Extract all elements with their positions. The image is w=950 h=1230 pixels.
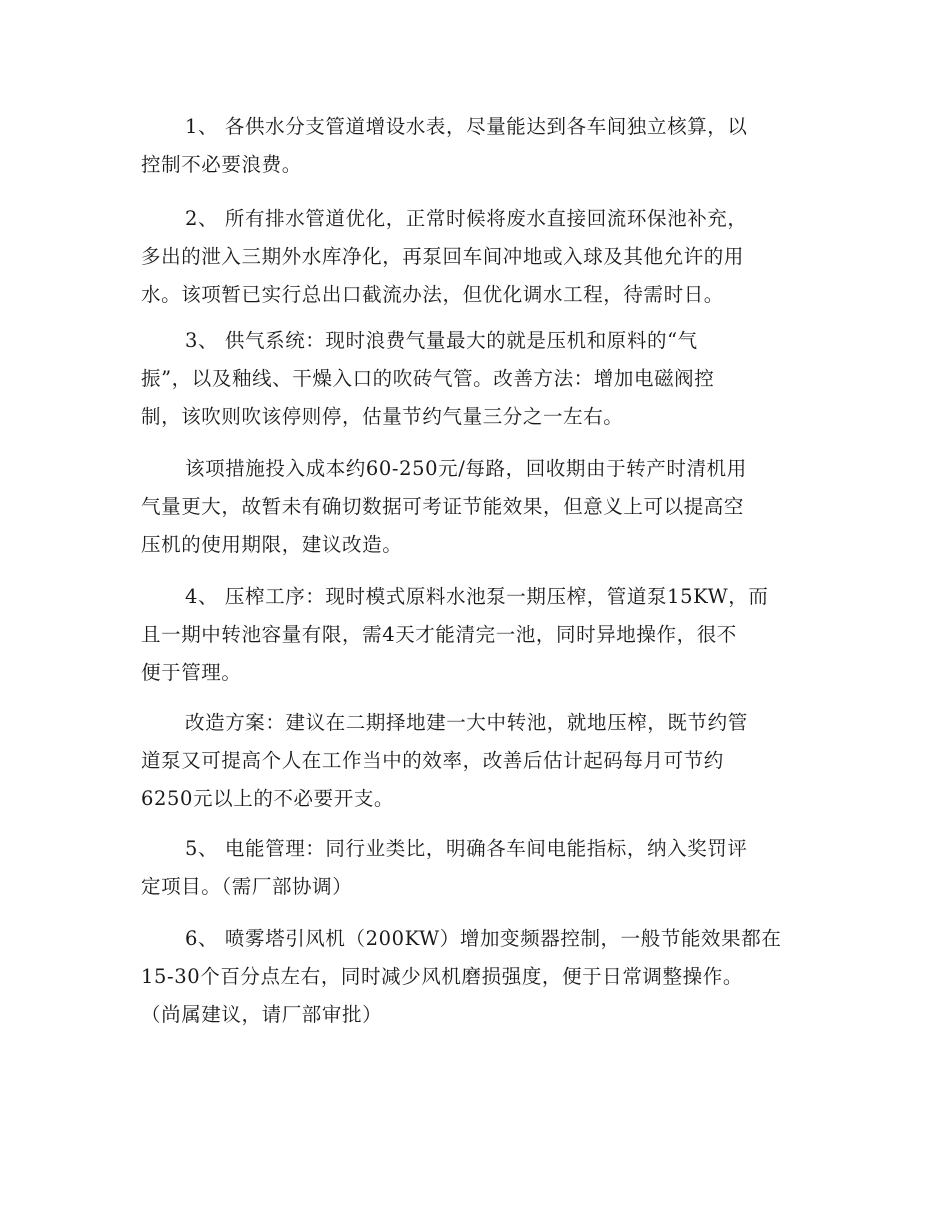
- paragraph-line: 道泵又可提高个人在工作当中的效率，改善后估计起码每月可节约: [141, 749, 724, 772]
- paragraph-item-3: [141, 322, 811, 436]
- paragraph-line: 控制不必要浪费。: [141, 153, 302, 176]
- paragraph-item-3-note: [141, 450, 811, 564]
- paragraph-line: 2、 所有排水管道优化，正常时候将废水直接回流环保池补充，: [185, 207, 748, 230]
- paragraph-item-4: [141, 578, 811, 692]
- paragraph-line: 1、 各供水分支管道增设水表，尽量能达到各车间独立核算，以: [185, 115, 748, 138]
- paragraph-line: 便于管理。: [141, 661, 242, 684]
- paragraph-line: 该项措施投入成本约60-250元/每路，回收期由于转产时清机用: [185, 457, 747, 480]
- paragraph-line: 制，该吹则吹该停则停，估量节约气量三分之一左右。: [141, 405, 624, 428]
- paragraph-line: 压机的使用期限，建议改造。: [141, 533, 403, 556]
- paragraph-line: 4、 压榨工序：现时模式原料水池泵一期压榨，管道泵15KW，而: [185, 585, 769, 608]
- paragraph-line: 气量更大，故暂未有确切数据可考证节能效果，但意义上可以提高空: [141, 495, 745, 518]
- paragraph-line: 多出的泄入三期外水库净化，再泵回车间冲地或入球及其他允许的用: [141, 245, 745, 268]
- paragraph-line: 定项目。（需厂部协调）: [141, 875, 353, 898]
- paragraph-line: 15-30个百分点左右，同时减少风机磨损强度，便于日常调整操作。: [141, 965, 743, 988]
- paragraph-line: （尚属建议，请厂部审批）: [141, 1003, 383, 1026]
- paragraph-item-2: [141, 200, 811, 314]
- paragraph-line: 3、 供气系统：现时浪费气量最大的就是压机和原料的“气: [185, 329, 698, 352]
- paragraph-item-5: [141, 830, 811, 906]
- paragraph-line: 水。该项暂已实行总出口截流办法，但优化调水工程，待需时日。: [141, 283, 724, 306]
- paragraph-item-4-plan: [141, 704, 811, 818]
- paragraph-line: 6、 喷雾塔引风机（200KW）增加变频器控制，一般节能效果都在: [185, 927, 782, 950]
- paragraph-line: 振”，以及釉线、干燥入口的吹砖气管。改善方法：增加电磁阀控: [141, 367, 715, 390]
- paragraph-line: 5、 电能管理：同行业类比，明确各车间电能指标，纳入奖罚评: [185, 837, 748, 860]
- paragraph-line: 且一期中转池容量有限，需4天才能清完一池，同时异地操作，很不: [141, 623, 737, 646]
- paragraph-item-6: [141, 920, 811, 1034]
- paragraph-item-1: [141, 108, 811, 184]
- paragraph-line: 6250元以上的不必要开支。: [141, 787, 395, 810]
- paragraph-line: 改造方案：建议在二期择地建一大中转池，就地压榨，既节约管: [185, 711, 748, 734]
